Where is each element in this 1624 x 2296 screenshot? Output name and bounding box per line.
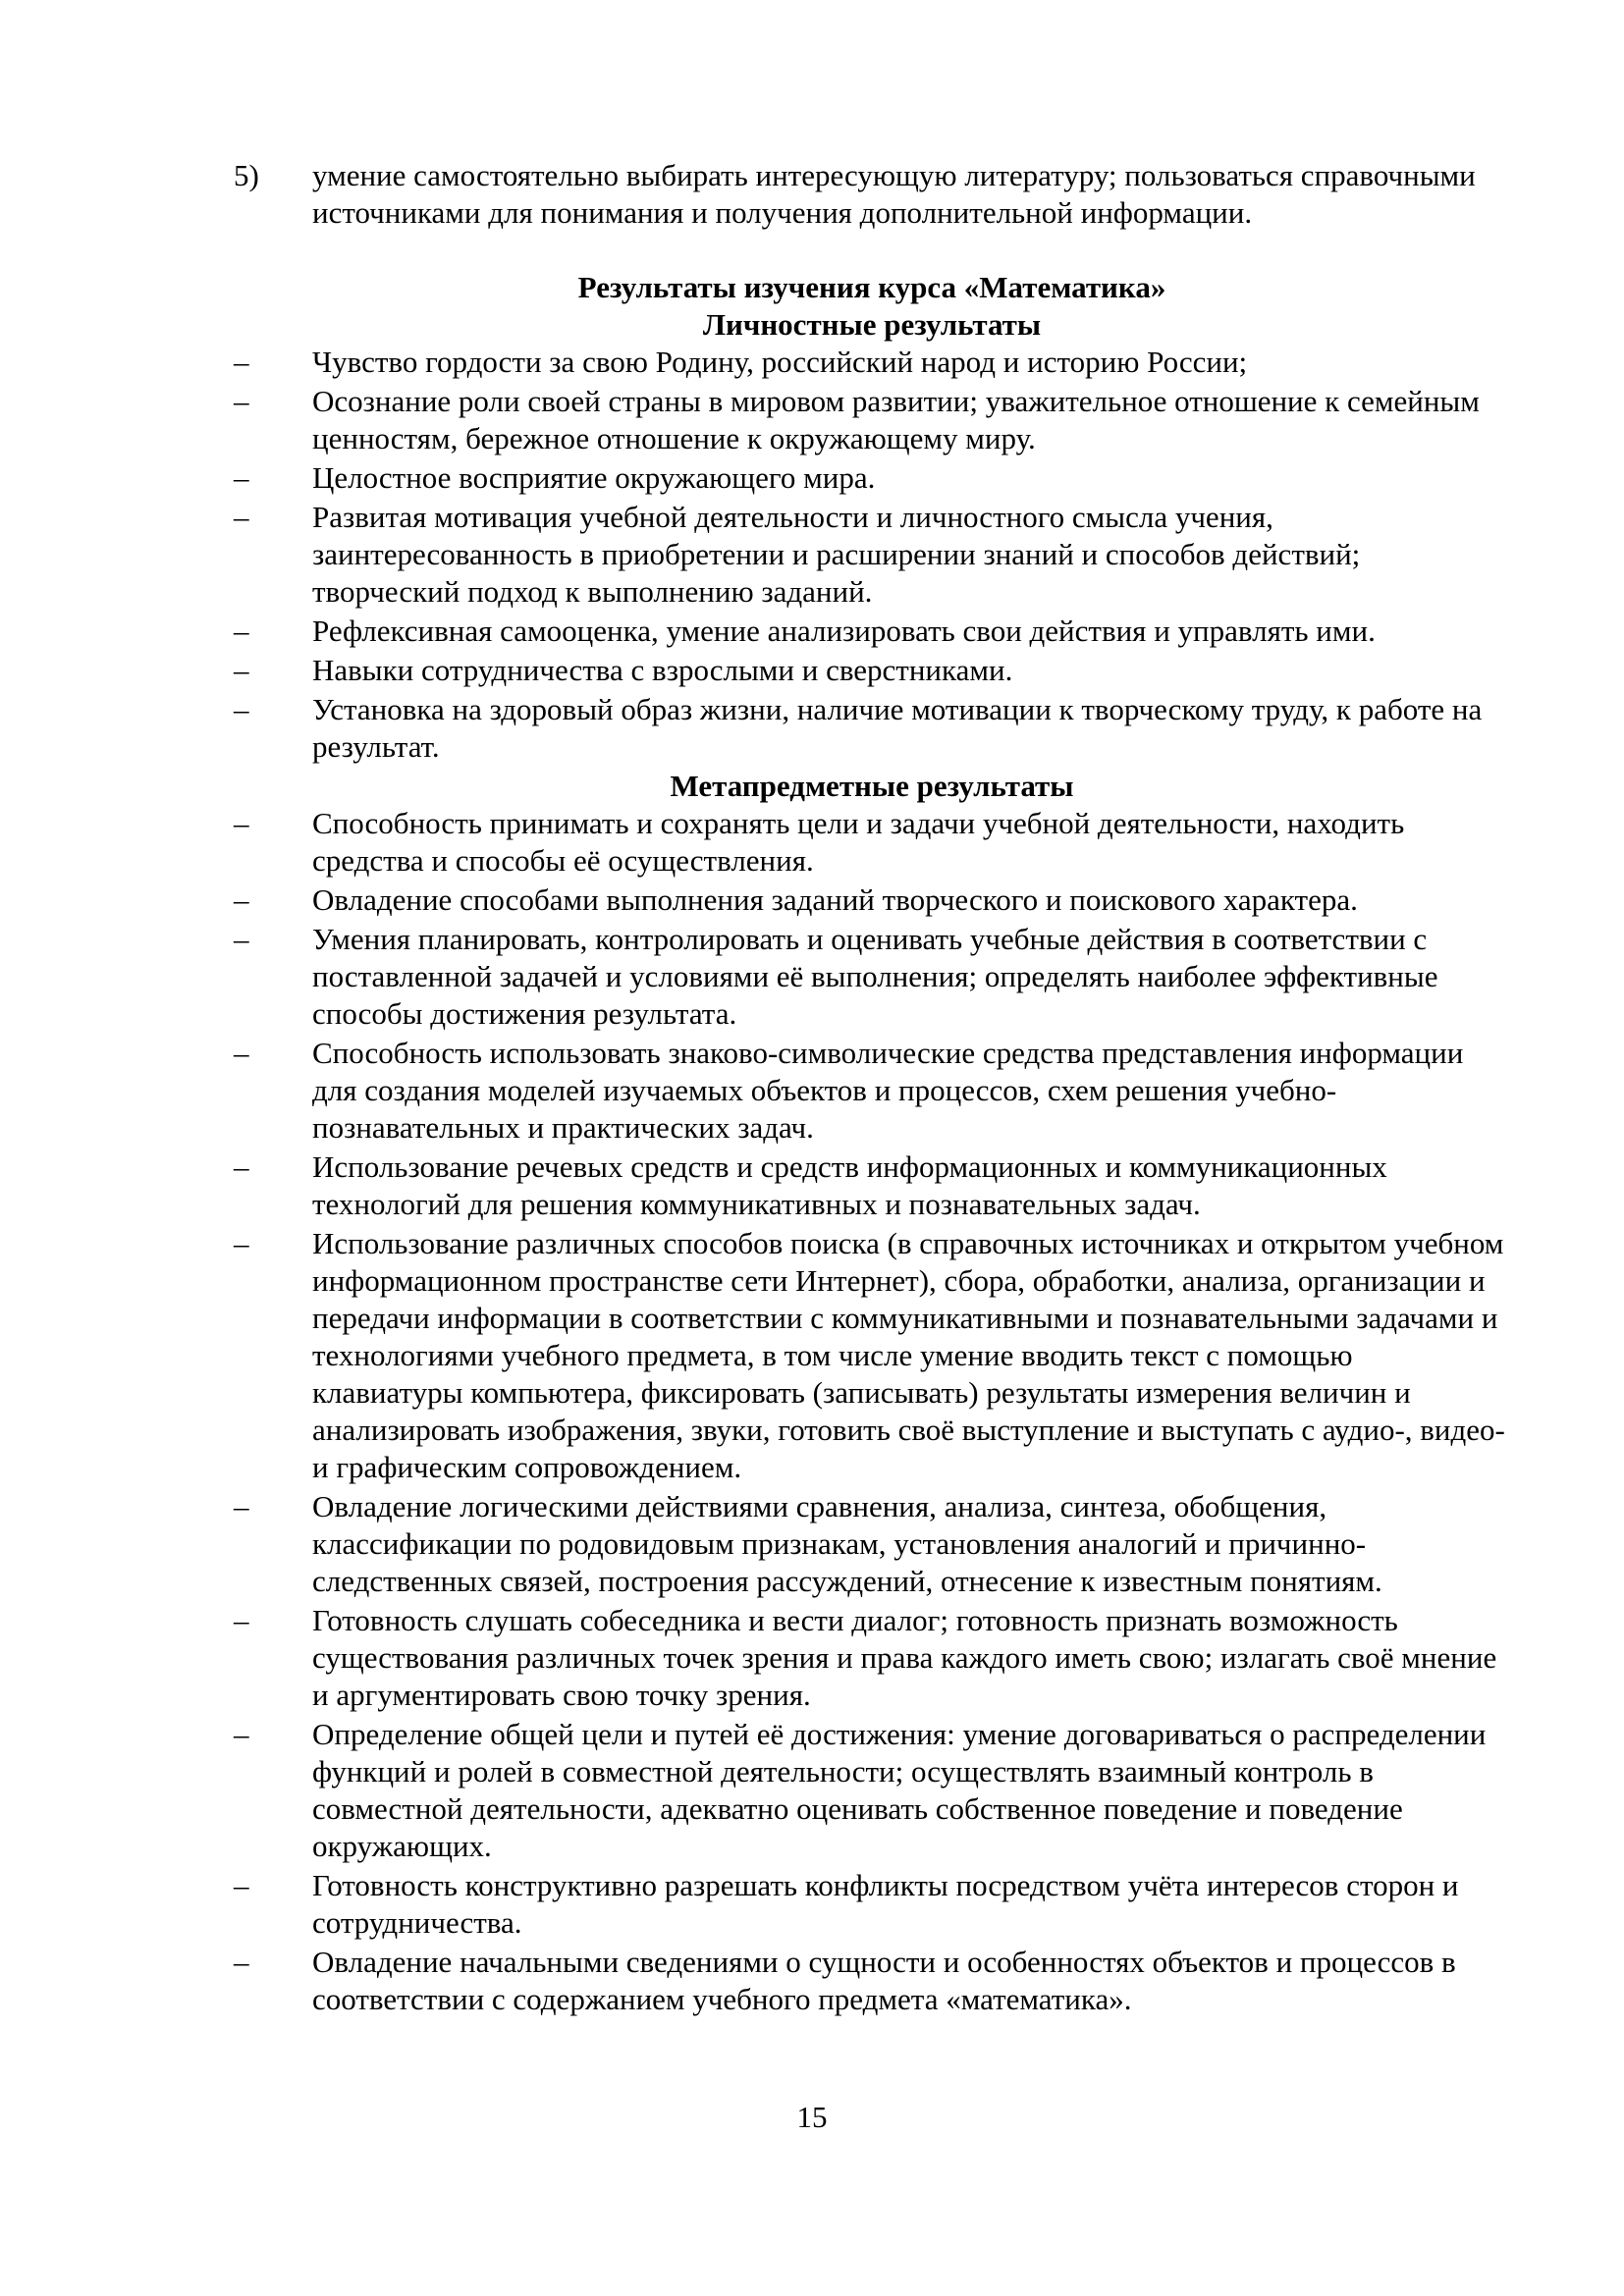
dash-marker: –: [234, 500, 249, 534]
personal-results-title: Личностные результаты: [702, 307, 1042, 342]
dash-marker: –: [234, 614, 249, 648]
page-number: 15: [796, 2100, 828, 2134]
meta-results-list: [234, 805, 1510, 2018]
list-item-text: Овладение логическими действиями сравнения, анализа, синтеза, обобщения, классификации по родовидовым признакам, установления аналогий и причинно-следственных связей, построения рассуждений, отнесение к известным понятиям.: [312, 1489, 1382, 1598]
numbered-item: [234, 157, 1510, 232]
list-item-text: Умения планировать, контролировать и оценивать учебные действия в соответствии с поставленной задачей и условиями её выполнения; определять наиболее эффективные способы достижения результата.: [312, 922, 1438, 1031]
dash-marker: –: [234, 1945, 249, 1979]
meta-results-title: Метапредметные результаты: [670, 769, 1074, 803]
list-item-text: Развитая мотивация учебной деятельности и личностного смысла учения, заинтересованность в приобретении и расширении знаний и способов действий; творческий подход к выполнению заданий.: [312, 500, 1361, 609]
dash-marker: –: [234, 1868, 249, 1902]
list-item: [234, 1944, 1510, 2018]
list-item-text: Использование различных способов поиска (в справочных источниках и открытом учебном информационном пространстве сети Интернет), сбора, обработки, анализа, организации и передачи информации в соответствии с коммуникативными и познавательными задачами и технологиями учебного предмета, в том числе умение вводить текст с помощью клавиатуры компьютера, фиксировать (записывать) результаты измерения величин и анализировать изображения, звуки, готовить своё выступление и выступать с аудио-, видео- и графическим сопровождением.: [312, 1226, 1505, 1484]
dash-marker: –: [234, 345, 249, 379]
list-item-text: Способность принимать и сохранять цели и задачи учебной деятельности, находить средства и способы её осуществления.: [312, 806, 1405, 878]
list-item: [234, 691, 1510, 766]
dash-marker: –: [234, 692, 249, 726]
item-text: умение самостоятельно выбирать интересующую литературу; пользоваться справочными источниками для понимания и получения дополнительной информации.: [312, 158, 1476, 230]
list-item: [234, 1716, 1510, 1865]
list-item: [234, 1035, 1510, 1147]
dash-marker: –: [234, 922, 249, 956]
list-item: [234, 881, 1510, 919]
list-item-text: Установка на здоровый образ жизни, наличие мотивации к творческому труду, к работе на результат.: [312, 692, 1483, 764]
dash-marker: –: [234, 882, 249, 917]
section-title: Результаты изучения курса «Математика»: [577, 270, 1166, 304]
list-item: [234, 652, 1510, 689]
list-item-text: Определение общей цели и путей её достижения: умение договариваться о распределении функций и ролей в совместной деятельности; осуществлять взаимный контроль в совместной деятельности, адекватно оценивать собственное поведение и поведение окружающих.: [312, 1717, 1487, 1863]
list-item: [234, 1867, 1510, 1942]
list-item-text: Готовность слушать собеседника и вести диалог; готовность признать возможность существования различных точек зрения и права каждого иметь свою; излагать своё мнение и аргументировать свою точку зрения.: [312, 1603, 1497, 1712]
list-item: [234, 1148, 1510, 1223]
dash-marker: –: [234, 1226, 249, 1260]
list-item-text: Рефлексивная самооценка, умение анализировать свои действия и управлять ими.: [312, 614, 1376, 648]
list-item-text: Использование речевых средств и средств информационных и коммуникационных технологий для решения коммуникативных и познавательных задач.: [312, 1149, 1387, 1221]
list-item: [234, 1602, 1510, 1714]
list-item: [234, 613, 1510, 650]
dash-marker: –: [234, 384, 249, 418]
item-number: 5): [234, 158, 259, 192]
dash-marker: –: [234, 1717, 249, 1751]
list-item: [234, 344, 1510, 381]
list-item: [234, 1488, 1510, 1600]
dash-marker: –: [234, 460, 249, 495]
list-item: [234, 459, 1510, 497]
dash-marker: –: [234, 653, 249, 687]
list-item-text: Целостное восприятие окружающего мира.: [312, 460, 876, 495]
list-item: [234, 1225, 1510, 1486]
dash-marker: –: [234, 1036, 249, 1070]
list-item-text: Овладение начальными сведениями о сущности и особенностях объектов и процессов в соответствии с содержанием учебного предмета «математика».: [312, 1945, 1456, 2016]
dash-marker: –: [234, 806, 249, 840]
list-item-text: Овладение способами выполнения заданий творческого и поискового характера.: [312, 882, 1358, 917]
list-item-text: Осознание роли своей страны в мировом развитии; уважительное отношение к семейным ценностям, бережное отношение к окружающему миру.: [312, 384, 1480, 455]
dash-marker: –: [234, 1603, 249, 1637]
personal-results-list: [234, 344, 1510, 766]
list-item: [234, 499, 1510, 611]
list-item-text: Навыки сотрудничества с взрослыми и сверстниками.: [312, 653, 1013, 687]
list-item: [234, 383, 1510, 457]
list-item-text: Способность использовать знаково-символические средства представления информации для создания моделей изучаемых объектов и процессов, схем решения учебно-познавательных и практических задач.: [312, 1036, 1464, 1145]
list-item-text: Готовность конструктивно разрешать конфликты посредством учёта интересов сторон и сотрудничества.: [312, 1868, 1459, 1940]
page-content: [234, 157, 1510, 2020]
list-item: [234, 805, 1510, 880]
dash-marker: –: [234, 1489, 249, 1523]
list-item-text: Чувство гордости за свою Родину, российский народ и историю России;: [312, 345, 1248, 379]
list-item: [234, 921, 1510, 1033]
dash-marker: –: [234, 1149, 249, 1184]
